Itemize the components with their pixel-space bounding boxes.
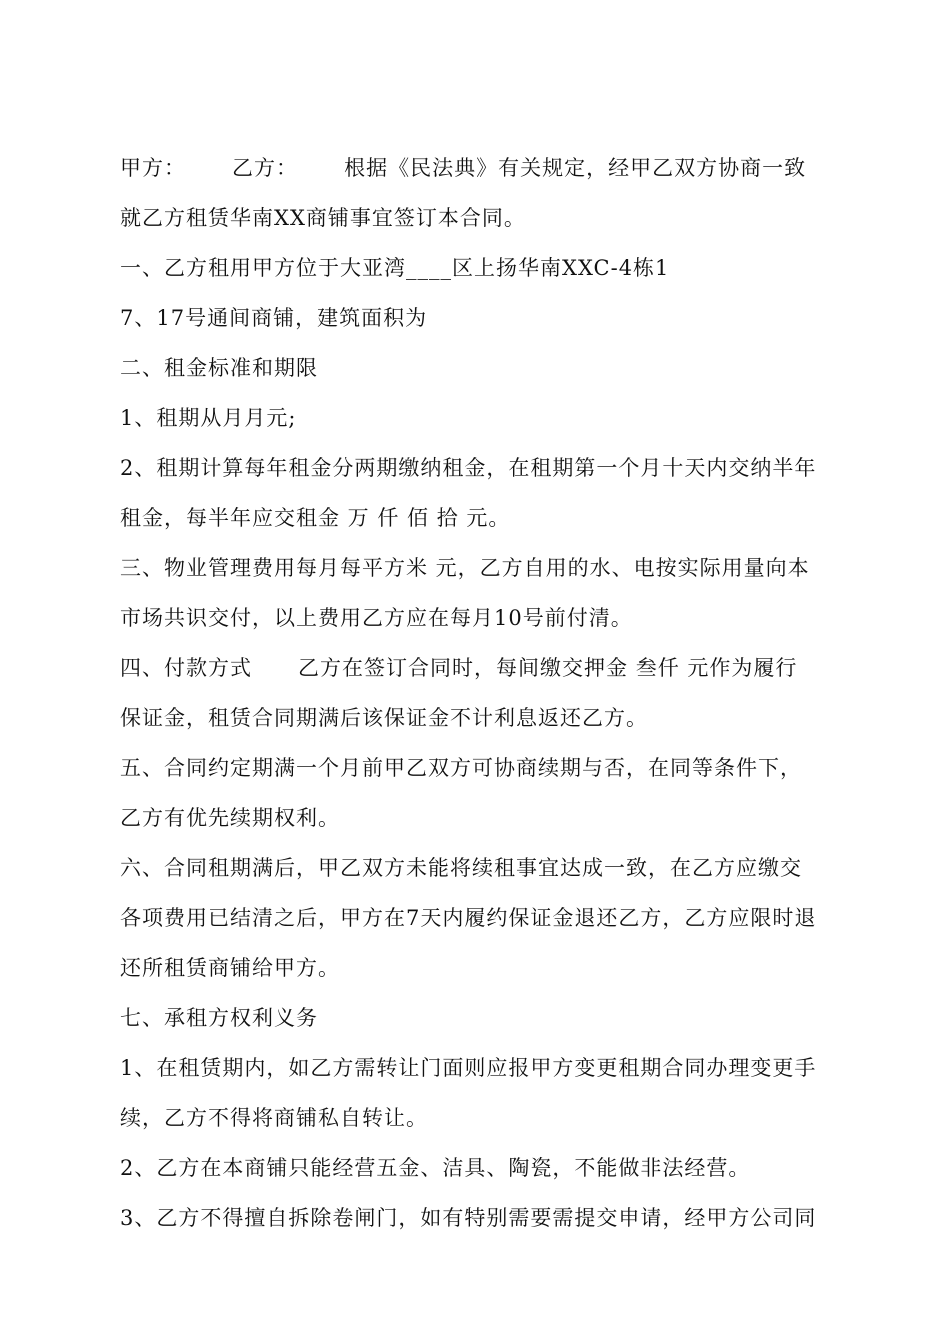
text-line-6: 1、租期从月月元;	[120, 406, 297, 430]
text-line-8: 租金，每半年应交租金 万 仟 佰 拾 元。	[120, 506, 511, 530]
text-line-1: 甲方： 乙方： 根据《民法典》有关规定，经甲乙双方协商一致	[120, 156, 807, 180]
text-line-15: 六、合同租期满后，甲乙双方未能将续租事宜达成一致，在乙方应缴交	[120, 856, 802, 880]
text-line-4: 7、17号通间商铺，建筑面积为	[120, 306, 428, 330]
text-line-11: 四、付款方式 乙方在签订合同时，每间缴交押金 叁仟 元作为履行	[120, 656, 798, 680]
text-line-17: 还所租赁商铺给甲方。	[120, 956, 340, 980]
section-heading-2: 二、租金标准和期限	[120, 356, 318, 380]
text-line-20: 续，乙方不得将商铺私自转让。	[120, 1106, 428, 1130]
text-line-12: 保证金，租赁合同期满后该保证金不计利息返还乙方。	[120, 706, 648, 730]
text-line-14: 乙方有优先续期权利。	[120, 806, 340, 830]
text-line-10: 市场共识交付，以上费用乙方应在每月10号前付清。	[120, 606, 633, 630]
text-line-13: 五、合同约定期满一个月前甲乙双方可协商续期与否，在同等条件下，	[120, 756, 802, 780]
text-line-9: 三、物业管理费用每月每平方米 元，乙方自用的水、电按实际用量向本	[120, 556, 810, 580]
text-line-3: 一、乙方租用甲方位于大亚湾____区上扬华南XXC-4栋1	[120, 256, 670, 280]
text-line-16: 各项费用已结清之后，甲方在7天内履约保证金退还乙方，乙方应限时退	[120, 906, 817, 930]
text-line-7: 2、租期计算每年租金分两期缴纳租金，在租期第一个月十天内交纳半年	[120, 456, 817, 480]
text-line-19: 1、在租赁期内，如乙方需转让门面则应报甲方变更租期合同办理变更手	[120, 1056, 817, 1080]
text-line-22: 3、乙方不得擅自拆除卷闸门，如有特别需要需提交申请，经甲方公司同	[120, 1206, 817, 1230]
section-heading-7: 七、承租方权利义务	[120, 1006, 318, 1030]
text-line-2: 就乙方租赁华南XX商铺事宜签订本合同。	[120, 206, 526, 230]
text-line-21: 2、乙方在本商铺只能经营五金、洁具、陶瓷，不能做非法经营。	[120, 1156, 751, 1180]
